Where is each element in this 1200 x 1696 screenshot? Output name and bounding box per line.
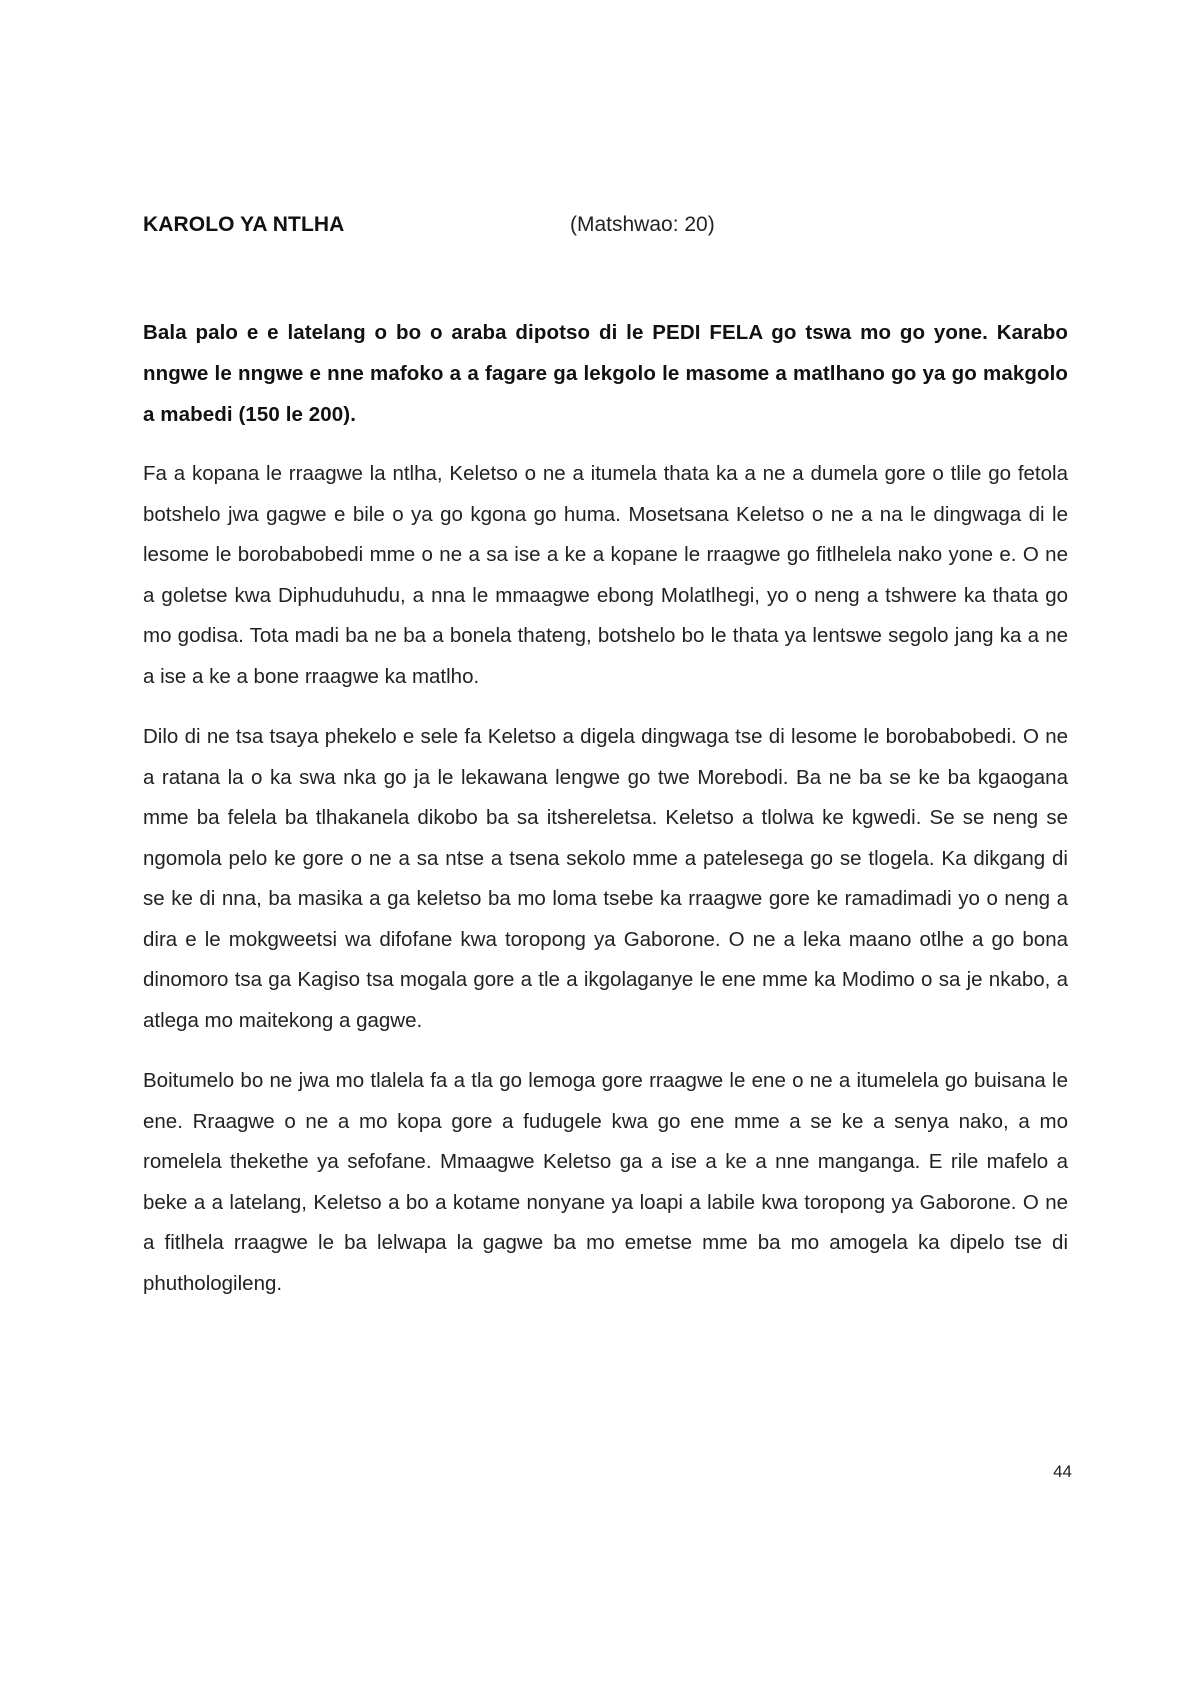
reading-passage xyxy=(143,454,1068,1324)
instructions-text: Bala palo e e latelang o bo o araba dipotso di le PEDI FELA go tswa mo go yone. Karabo nngwe le nngwe e nne mafoko a a fagare ga lekgolo le masome a matlhano go ya go makgolo a mabedi (150 le 200). xyxy=(143,321,1068,426)
section-heading: KAROLO YA NTLHA xyxy=(143,213,345,236)
page-number: 44 xyxy=(1053,1462,1072,1481)
marks-allocation: (Matshwao: 20) xyxy=(570,213,715,236)
passage-paragraph-2: Dilo di ne tsa tsaya phekelo e sele fa Keletso a digela dingwaga tse di lesome le borobabobedi. O ne a ratana la o ka swa nka go ja le lekawana lengwe go twe Morebodi. Ba ne ba se ke ba kgaogana mme ba felela ba tlhakanela dikobo ba sa itshereletsa. Keletso a tlolwa ke kgwedi. Se se neng se ngomola pelo ke gore o ne a sa ntse a tsena sekolo mme a patelesega go se tlogela. Ka dikgang di se ke di nna, ba masika a ga keletso ba mo loma tsebe ka rraagwe gore ke ramadimadi yo o neng a dira e le mokgweetsi wa difofane kwa toropong ya Gaborone. O ne a leka maano otlhe a go bona dinomoro tsa ga Kagiso tsa mogala gore a tle a ikgolaganye le ene mme ka Modimo o sa je nkabo, a atlega mo maitekong a gagwe. xyxy=(143,725,1068,1032)
passage-paragraph-1: Fa a kopana le rraagwe la ntlha, Keletso o ne a itumela thata ka a ne a dumela gore o tlile go fetola botshelo jwa gagwe e bile o ya go kgona go huma. Mosetsana Keletso o ne a na le dingwaga di le lesome le borobabobedi mme o ne a sa ise a ke a kopane le rraagwe go fitlhelela nako yone e. O ne a goletse kwa Diphuduhudu, a nna le mmaagwe ebong Molatlhegi, yo o neng a tshwere ka thata go mo godisa. Tota madi ba ne ba a bonela thateng, botshelo bo le thata ya lentswe segolo jang ka a ne a ise a ke a bone rraagwe ka matlho. xyxy=(143,462,1068,688)
passage-paragraph-3: Boitumelo bo ne jwa mo tlalela fa a tla go lemoga gore rraagwe le ene o ne a itumelela go buisana le ene. Rraagwe o ne a mo kopa gore a fudugele kwa go ene mme a se ke a senya nako, a mo romelela thekethe ya sefofane. Mmaagwe Keletso ga a ise a ke a nne manganga. E rile mafelo a beke a a latelang, Keletso a bo a kotame nonyane ya loapi a labile kwa toropong ya Gaborone. O ne a fitlhela rraagwe le ba lelwapa la gagwe ba mo emetse mme ba mo amogela ka dipelo tse di phuthologileng. xyxy=(143,1069,1068,1295)
